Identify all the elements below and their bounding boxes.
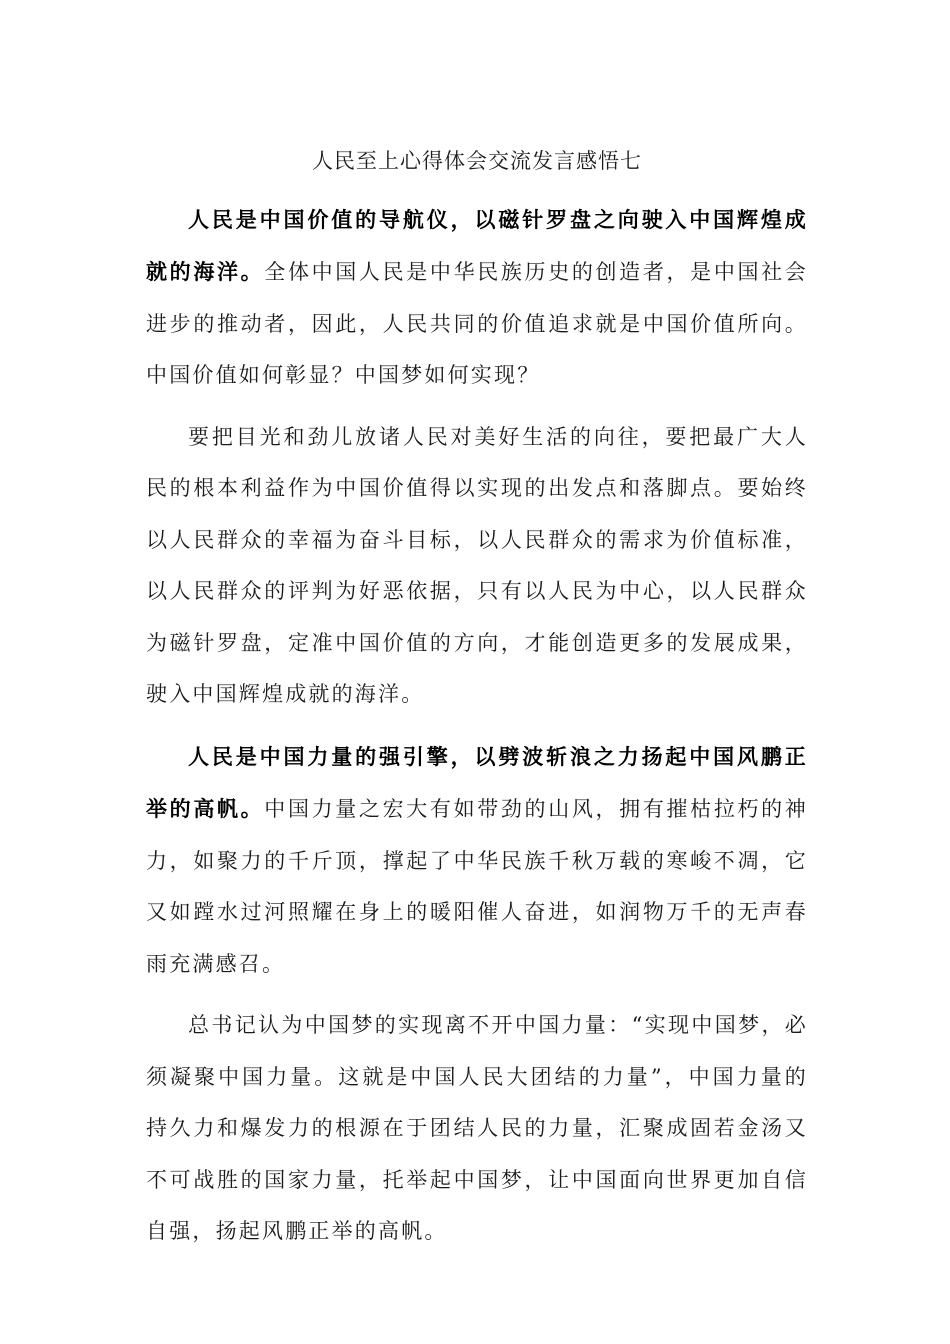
paragraph-1-lead: 人民是中国价值的导航仪，以磁针罗盘之向驶入中国辉煌成就的海洋。 <box>146 206 808 284</box>
paragraph-3 <box>146 731 808 991</box>
paragraph-1 <box>146 194 808 402</box>
paragraph-3-text: 中国力量之宏大有如带劲的山风，拥有摧枯拉朽的神力，如聚力的千斤顶，撑起了中华民族千秋万载的寒峻不凋，它又如蹚水过河照耀在身上的暖阳催人奋进，如润物万千的无声春雨充满感召。 <box>146 797 808 976</box>
paragraph-2-text: 要把目光和劲儿放诸人民对美好生活的向往，要把最广大人民的根本利益作为中国价值得以实现的出发点和落脚点。要始终以人民群众的幸福为奋斗目标，以人民群众的需求为价值标准，以人民群众的评判为好恶依据，只有以人民为中心，以人民群众为磁针罗盘，定准中国价值的方向，才能创造更多的发展成果，驶入中国辉煌成就的海洋。 <box>146 424 808 706</box>
paragraph-2 <box>146 412 808 721</box>
document-body <box>146 136 808 1268</box>
paragraph-1-text: 全体中国人民是中华民族历史的创造者，是中国社会进步的推动者，因此，人民共同的价值追求就是中国价值所向。中国价值如何彰显？中国梦如何实现？ <box>146 260 808 387</box>
document-title: 人民至上心得体会交流发言感悟七 <box>312 149 642 173</box>
paragraph-3-lead: 人民是中国力量的强引擎，以劈波斩浪之力扬起中国风鹏正举的高帆。 <box>146 743 808 821</box>
paragraph-4 <box>146 1000 808 1258</box>
paragraph-4-text: 总书记认为中国梦的实现离不开中国力量：“实现中国梦，必须凝聚中国力量。这就是中国人民大团结的力量”，中国力量的持久力和爆发力的根源在于团结人民的力量，汇聚成固若金汤又不可战胜的国家力量，托举起中国梦，让中国面向世界更加自信自强，扬起风鹏正举的高帆。 <box>146 1013 808 1243</box>
